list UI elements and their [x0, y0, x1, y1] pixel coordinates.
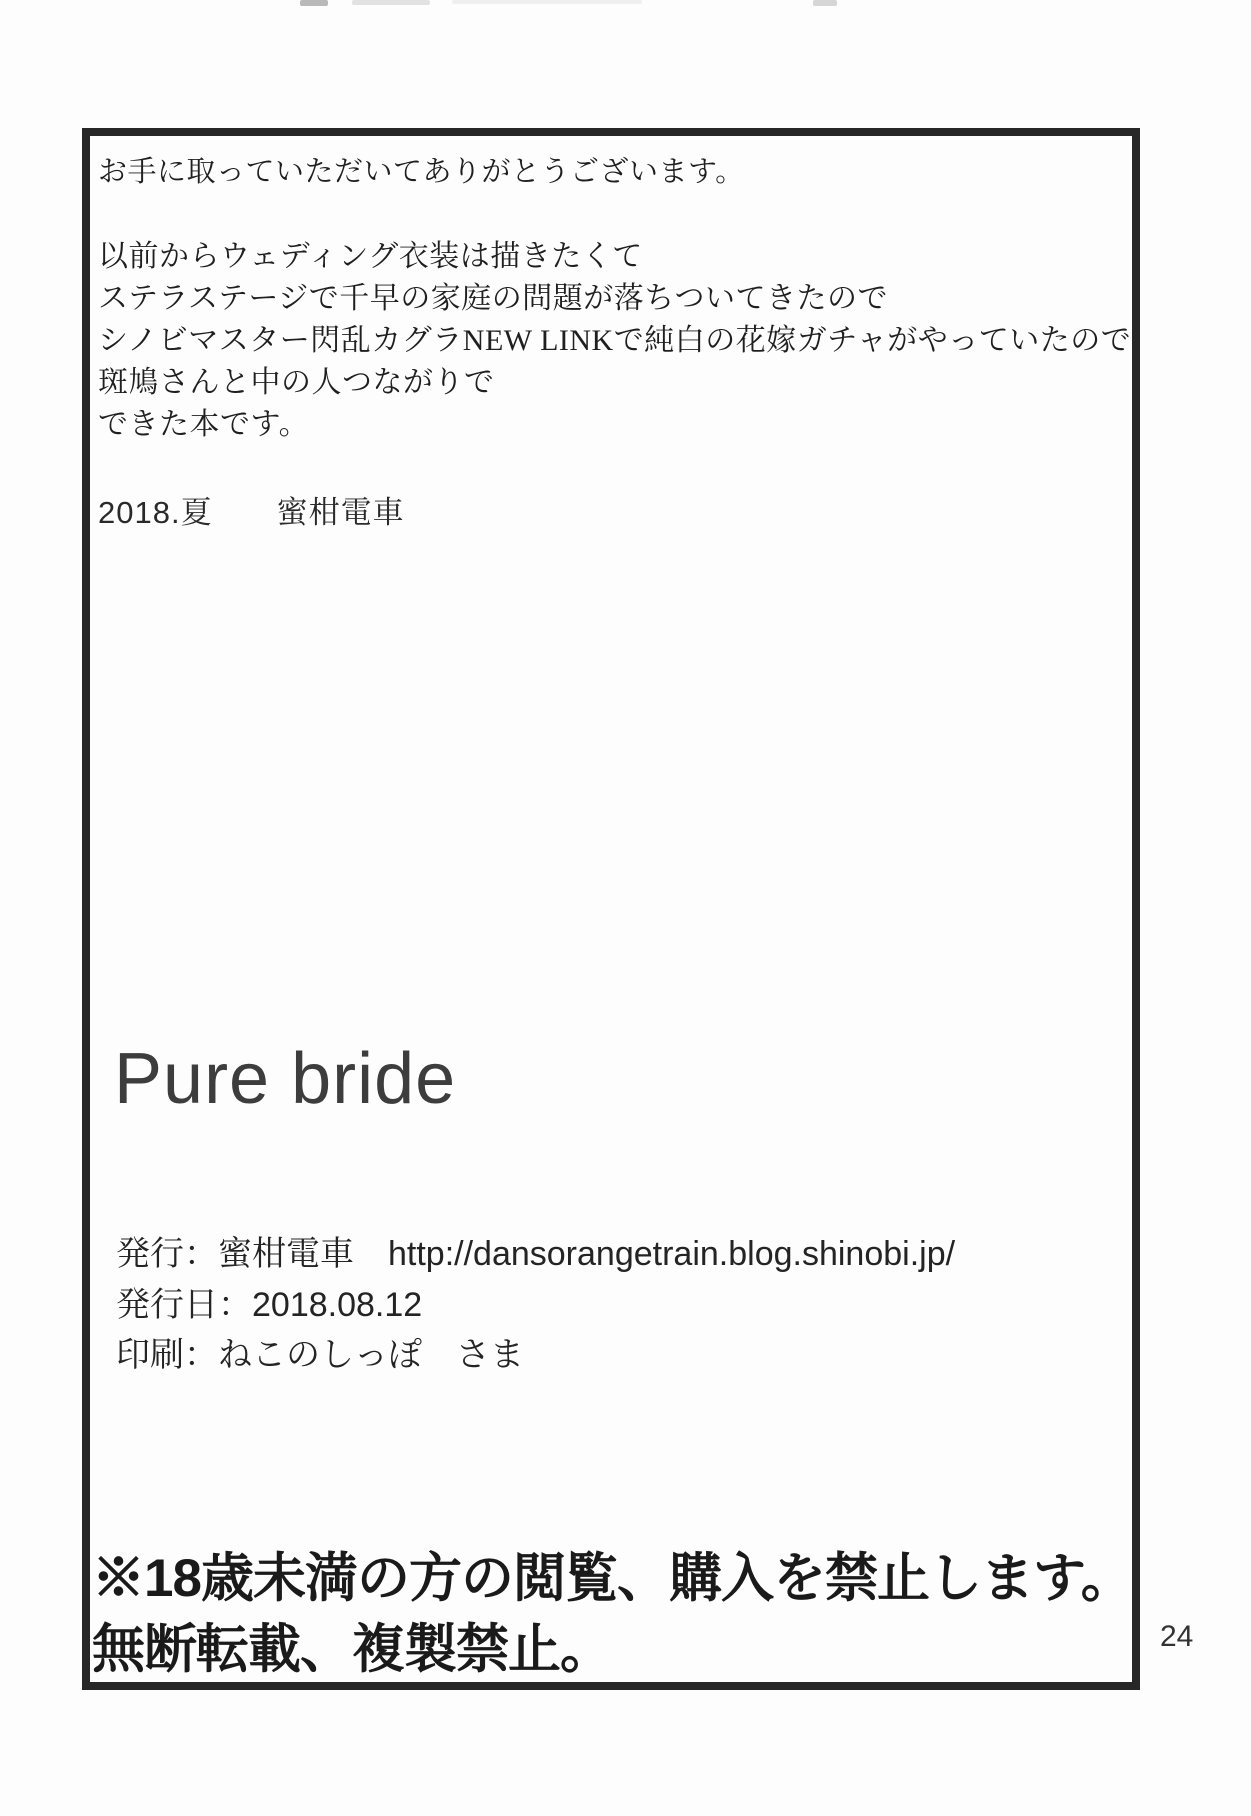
colophon-publisher-url: http://dansorangetrain.blog.shinobi.jp/	[388, 1235, 956, 1273]
content-frame-box	[82, 128, 1140, 1690]
scan-artifact	[813, 0, 837, 6]
colophon-date-value: 2018.08.12	[252, 1286, 423, 1324]
afterword-thanks-line: お手に取っていただいてありがとうございます。	[98, 156, 745, 188]
colophon-date-line	[116, 1280, 955, 1331]
page-number: 24	[1160, 1620, 1194, 1653]
age-restriction-warning	[92, 1543, 1133, 1685]
warning-line-reproduction: 無断転載、複製禁止。	[92, 1620, 612, 1679]
afterword-body-line: 斑鳩さんと中の人つながりで	[98, 366, 495, 399]
scan-artifact	[300, 0, 328, 6]
afterword-body-line: ステラステージで千早の家庭の問題が落ちついてきたので	[98, 282, 888, 315]
afterword-body-line: できた本です。	[98, 408, 310, 441]
colophon-publisher-label: 発行：蜜柑電車	[116, 1236, 354, 1273]
colophon-printer-label: 印刷：ねこのしっぽ さま	[116, 1337, 524, 1374]
colophon-date-label: 発行日：	[116, 1287, 252, 1324]
colophon-printer-line	[116, 1331, 955, 1381]
scan-artifact	[352, 0, 430, 5]
afterword-date-credit: 2018.夏 蜜柑電車	[98, 495, 405, 530]
colophon-block	[116, 1229, 955, 1381]
scan-artifact	[452, 0, 642, 4]
doujin-title: Pure bride	[114, 1039, 457, 1119]
afterword-body	[98, 236, 1131, 446]
afterword-body-line: 以前からウェディング衣装は描きたくて	[98, 240, 643, 273]
afterword-body-line: シノビマスター閃乱カグラNEW LINKで純白の花嫁ガチャがやっていたので	[98, 324, 1132, 357]
colophon-publisher-line	[116, 1229, 955, 1280]
warning-line-age: ※18歳未満の方の閲覧、購入を禁止します。	[92, 1549, 1133, 1608]
